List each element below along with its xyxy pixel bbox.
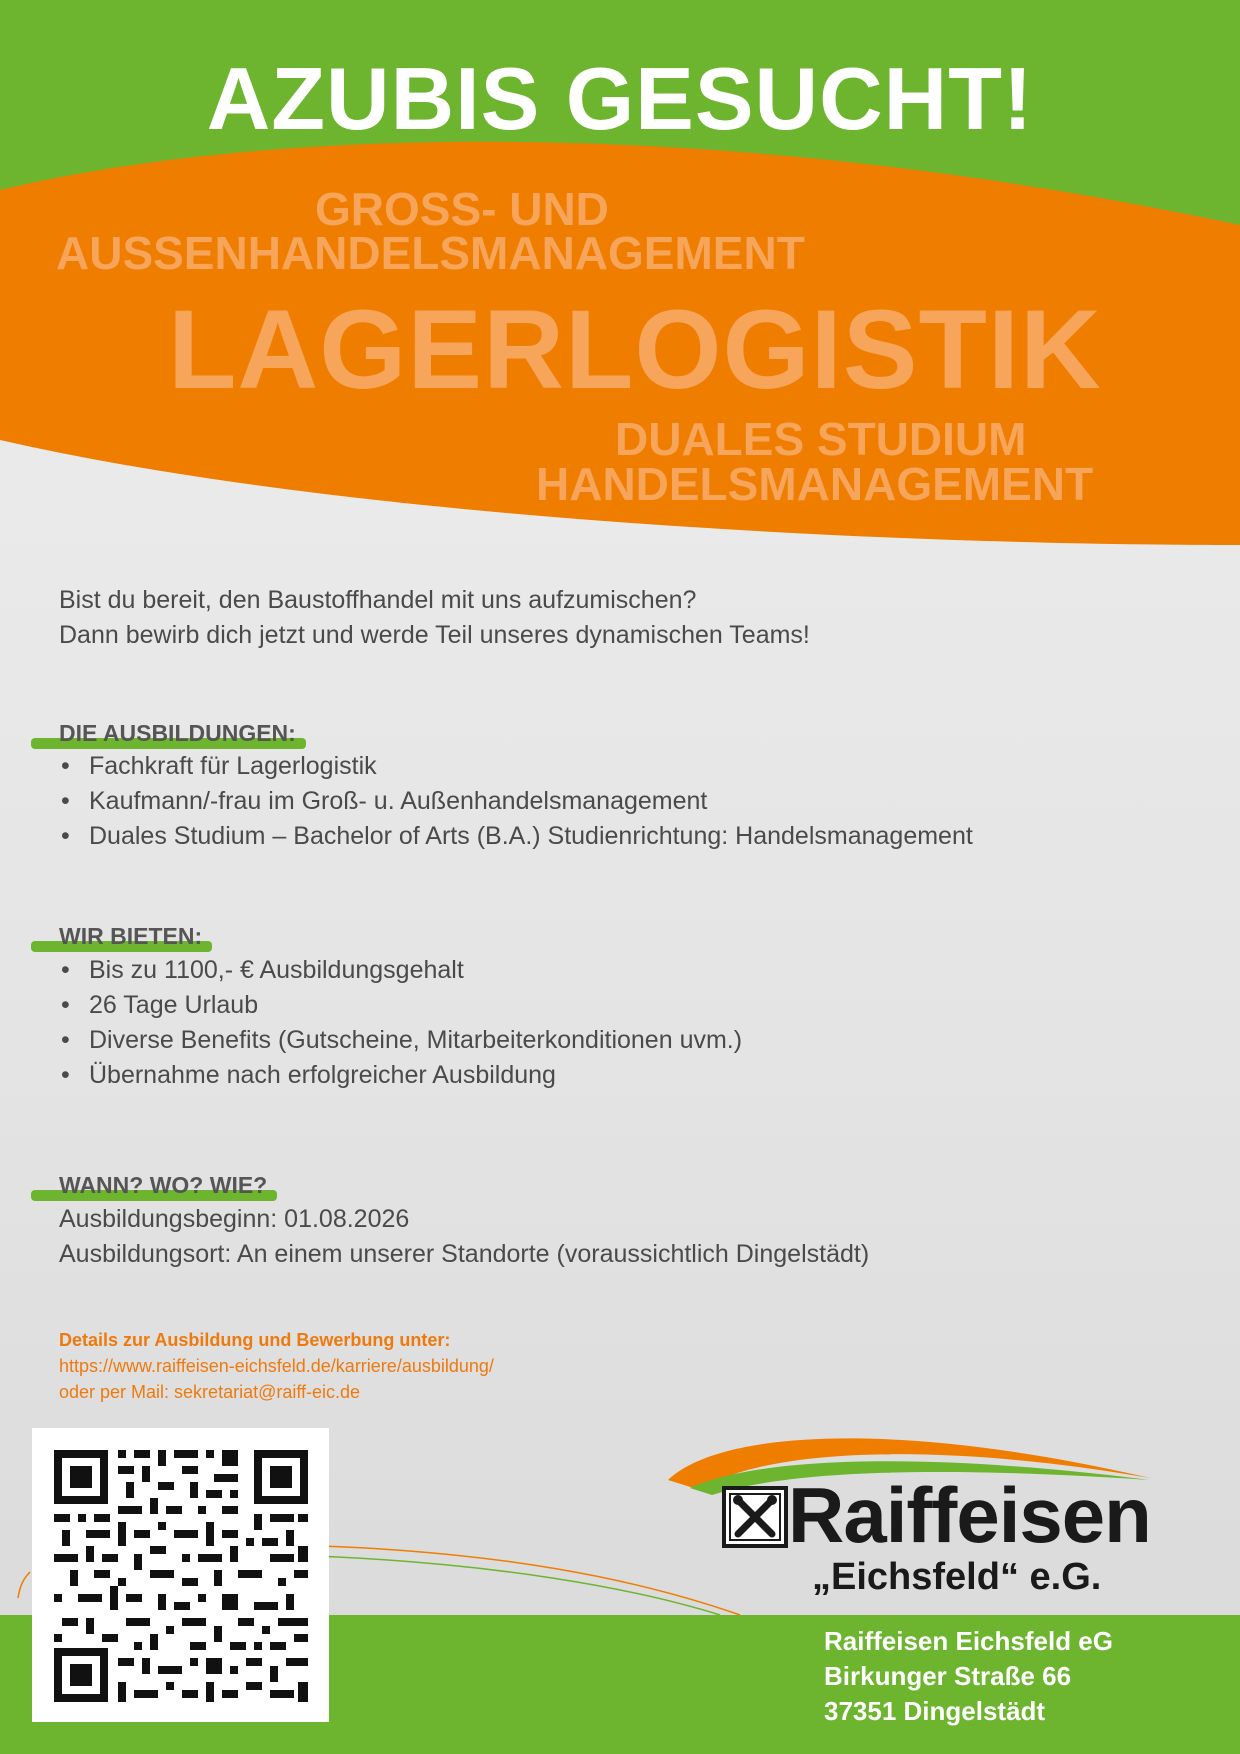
details-heading: Details zur Ausbildung und Bewerbung unter: bbox=[59, 1330, 451, 1350]
qr-code-icon bbox=[32, 1428, 329, 1722]
section-heading-wann: WANN? WO? WIE? bbox=[59, 1172, 267, 1199]
ghost-title-handelsmanagement: HANDELSMANAGEMENT bbox=[536, 458, 1094, 510]
list-item: • Duales Studium – Bachelor of Arts (B.A.) Studienrichtung: Handelsmanagement bbox=[59, 819, 973, 854]
ausbildungsort-text: Ausbildungsort: An einem unserer Standorte (voraussichtlich Dingelstädt) bbox=[59, 1240, 870, 1268]
headline: AZUBIS GESUCHT! bbox=[206, 49, 1034, 148]
list-item: • Fachkraft für Lagerlogistik bbox=[59, 749, 973, 784]
raiffeisen-crossed-horses-icon bbox=[722, 1486, 788, 1548]
address-line-street: Birkunger Straße 66 bbox=[824, 1661, 1072, 1691]
address-line-city: 37351 Dingelstädt bbox=[824, 1696, 1046, 1726]
logo-subtitle: „Eichsfeld“ e.G. bbox=[812, 1556, 1102, 1598]
ausbildungsbeginn-text: Ausbildungsbeginn: 01.08.2026 bbox=[59, 1205, 410, 1233]
address-line-company: Raiffeisen Eichsfeld eG bbox=[824, 1626, 1113, 1656]
career-link[interactable]: https://www.raiffeisen-eichsfeld.de/karriere/ausbildung/ bbox=[59, 1356, 494, 1376]
intro-line-1: Bist du bereit, den Baustoffhandel mit uns aufzumischen? bbox=[59, 586, 697, 614]
details-block bbox=[59, 1327, 494, 1405]
mail-link[interactable]: oder per Mail: sekretariat@raiff-eic.de bbox=[59, 1382, 361, 1402]
section-heading-bieten: WIR BIETEN: bbox=[59, 923, 202, 950]
address-block bbox=[824, 1624, 1113, 1729]
ghost-title-lagerlogistik: LAGERLOGISTIK bbox=[168, 287, 1102, 412]
list-item: • Diverse Benefits (Gutscheine, Mitarbeiterkonditionen uvm.) bbox=[59, 1023, 742, 1058]
list-item: • Kaufmann/-frau im Groß- u. Außenhandelsmanagement bbox=[59, 784, 973, 819]
intro-line-2: Dann bewirb dich jetzt und werde Teil unseres dynamischen Teams! bbox=[59, 621, 810, 649]
ghost-title-aussenhandel: AUSSENHANDELSMANAGEMENT bbox=[56, 227, 805, 279]
ausbildungen-list bbox=[59, 749, 973, 854]
qr-code-card bbox=[32, 1428, 329, 1722]
section-heading-ausbildungen: DIE AUSBILDUNGEN: bbox=[59, 720, 296, 747]
list-item: • Bis zu 1100,- € Ausbildungsgehalt bbox=[59, 953, 742, 988]
list-item: • 26 Tage Urlaub bbox=[59, 988, 742, 1023]
ghost-title-duales-studium: DUALES STUDIUM bbox=[615, 413, 1027, 465]
list-item: • Übernahme nach erfolgreicher Ausbildung bbox=[59, 1058, 742, 1093]
ghost-title-gross: GROSS- UND bbox=[315, 183, 609, 235]
intro-text bbox=[59, 583, 810, 653]
bieten-list bbox=[59, 953, 742, 1093]
logo-name: Raiffeisen bbox=[788, 1471, 1151, 1559]
